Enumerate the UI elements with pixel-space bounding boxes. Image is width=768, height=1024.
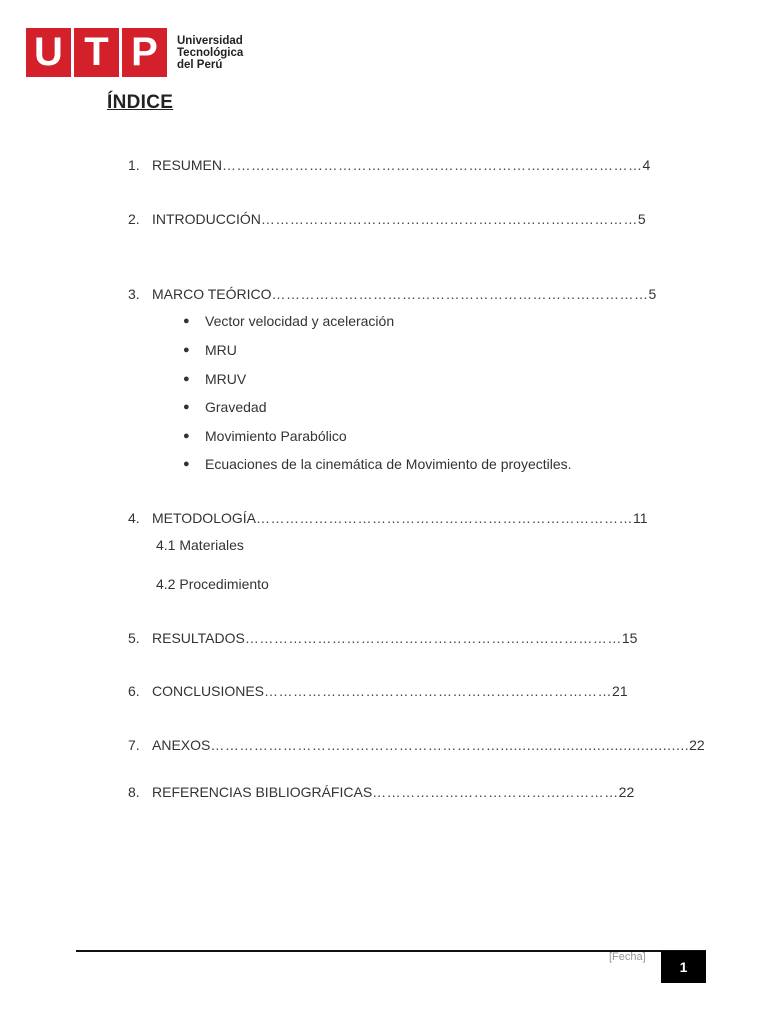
logo-text-line: Tecnológica [177,46,244,59]
toc-text: MARCO TEÓRICO [152,286,272,302]
toc-number: 6. [128,683,140,699]
toc-dots: …………………………………………………………………… [244,630,622,646]
toc-number: 7. [128,737,140,753]
logo-text-line: Universidad [177,34,243,47]
logo-letter-u: U [34,30,63,74]
bullet-text: Vector velocidad y aceleración [205,313,395,329]
bullet-icon: ● [183,401,190,413]
marco-bullet-item [183,342,237,358]
toc-dots: …………………………………………………………………… [260,211,638,227]
toc-number: 2. [128,211,140,227]
toc-page-number: 15 [621,630,638,646]
toc-dots: …………………………………………… [372,784,619,800]
toc-text: RESUMEN [152,157,223,173]
marco-bullet-item [183,399,266,415]
toc-dots: ……………………………………………………………… [264,683,613,699]
utp-logo-block [26,28,167,77]
toc-entry-referencias [128,784,634,800]
bullet-text: MRUV [205,371,247,387]
toc-text: RESULTADOS [152,630,245,646]
logo-text-line: del Perú [177,58,223,71]
toc-entry-resumen [128,157,650,173]
toc-entry-introduccion [128,211,646,227]
bullet-text: Ecuaciones de la cinemática de Movimiento de proyectiles. [205,456,572,472]
toc-number: 5. [128,630,140,646]
toc-page-number: 22 [618,784,635,800]
toc-entry-metodologia [128,510,648,526]
utp-logo [26,28,243,77]
bullet-text: Movimiento Parabólico [205,428,347,444]
logo-university-name [177,35,243,71]
toc-text: INTRODUCCIÓN [152,211,261,227]
toc-dots: …………………………………………………………………… [255,510,633,526]
toc-page-number: 4 [642,157,651,173]
toc-number: 4. [128,510,140,526]
toc-number: 3. [128,286,140,302]
marco-bullet-item [183,313,394,329]
toc-dots: …………………………………………………………………… [271,286,649,302]
logo-letter-p: P [131,30,158,74]
toc-entry-resultados [128,630,637,646]
page-number-box: 1 [661,951,706,983]
toc-number: 1. [128,157,140,173]
page-title: ÍNDICE [107,92,174,113]
toc-page-number: 5 [648,286,657,302]
toc-dots: ……………………………………………………........................................... [210,737,690,753]
marco-bullet-item [183,428,347,444]
bullet-text: Gravedad [205,399,267,415]
toc-entry-marco-teorico [128,286,656,302]
bullet-icon: ● [183,430,190,442]
bullet-icon: ● [183,315,190,327]
toc-page-number: 11 [632,510,648,526]
bullet-text: MRU [205,342,237,358]
toc-text: REFERENCIAS BIBLIOGRÁFICAS [152,784,373,800]
toc-page-number: 22 [689,737,705,753]
toc-page-number: 21 [612,683,628,699]
toc-number: 8. [128,784,140,800]
toc-dots: …………………………………………………………………………… [222,157,643,173]
toc-text: METODOLOGÍA [152,510,256,526]
toc-text: CONCLUSIONES [152,683,265,699]
footer-date-placeholder: [Fecha] [609,951,646,963]
bullet-icon: ● [183,458,190,470]
logo-letter-t: T [84,30,109,74]
toc-entry-conclusiones [128,683,628,699]
metodologia-sub-procedimiento: 4.2 Procedimiento [156,576,269,592]
toc-text: ANEXOS [152,737,211,753]
bullet-icon: ● [183,344,190,356]
marco-bullet-item [183,371,246,387]
metodologia-sub-materiales: 4.1 Materiales [156,537,244,553]
toc-entry-anexos [128,737,705,753]
bullet-icon: ● [183,373,190,385]
toc-page-number: 5 [637,211,646,227]
marco-bullet-item [183,456,572,472]
